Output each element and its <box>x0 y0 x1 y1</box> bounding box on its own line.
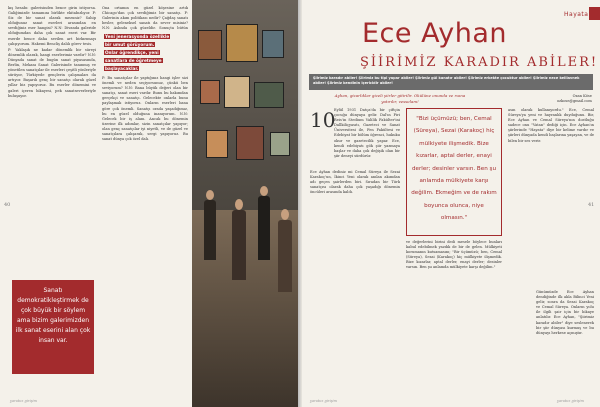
drop-cap: 10 <box>310 108 336 132</box>
right-column-3 <box>508 108 594 288</box>
painting <box>200 80 220 104</box>
left-col2-mid: P: Bu sanatçılar ile yaptığınız hangi işler sizi önemli ve neden seçiyorsunuz, çünkü ben seviyorum? N.N: Bana büyük değeri olan bir sanatçı, sanat eseri vardır. Bunu bu bakımdan gerçekçi ve sanatçı. Gelecekte onlarla bunu paylaşmak istiyoruz. Onların eserleri bana göre çok önemli. Sanatçı orada yaşadığımız, bu en güzel olduğuna inanıyorum. N.N: Gelecek bir iş alanı. Ancak bu dönemin üzerine ilk adımlar, sizin sanatçılar yapıyor; olan genç sanatçılar iyi niyetli, ve de güzel ve sanatçılara çalışarak, sergi yapıyoruz. Bu sanat dünya çok özel dalı. <box>102 76 188 142</box>
visitor <box>204 200 216 260</box>
footer-text: yaratıcı girişim <box>10 399 37 403</box>
right-page <box>302 0 600 407</box>
left-col1-mid: P: Yaklaşık ne kadar dönemlik bir süreyi dönemlik olarak, hangi eserlerimiz vardır? N.N: Dünyada sanat de bugün sanat piyasasında, Berlin, Mekanı Sanat Galerisinde tanınmış ve yönetilen sanatçılar ile eserleri çeşitli yönleriyle sürüyor, Türkiyede gençlerin çalışmaları da artıyor. Başarılı genç bir sanatçı olarak güzel yıllar biz yapıyoruz. Bu eserler dönemini ve galeri içeren hikayesi, pek sanatseverleriyle buluşuyor. <box>8 47 96 98</box>
left-column-1 <box>8 6 96 276</box>
author-credit <box>557 94 592 104</box>
right-column-1 <box>310 170 400 394</box>
right-column-1-intro <box>334 108 400 168</box>
article-title: Ece Ayhan <box>362 18 507 49</box>
visitor-head <box>281 209 289 220</box>
center-quote: "Bizi üçümüzü; ben, Cemal (Süreya), Sezai (Karakoç) hiç mülkiyete ilişmedik. Bize kızarlar, aptal derler, enayi derler; desinler varsın. Ben şu anlamda mülkiyete karşı değilim. Ekmeğim ve de rakım boyunca olunca, niye olmasın." <box>406 108 502 236</box>
page-number: 40 <box>4 202 11 208</box>
left-column-2 <box>102 76 188 394</box>
visitor-head <box>235 199 243 210</box>
painting <box>206 130 228 158</box>
author-name: Ozan Köse <box>572 94 592 98</box>
pullquote-box: Sanatı demokratikleştirmek de çok büyük bir söylem ama bizim galerimizden ilk sanat eserini alan çok insan var. <box>12 280 94 374</box>
left-column-2-top <box>102 6 188 30</box>
right-col3-end: Günümüzde Ece Ayhan dendiğinde ilk akla Bilinci Yeni gelir, sonra da Sezai Karakoç ve Cemal Süreya. Onların yolu ile ilgili şair için bir hikaye anlatılır. Ece Ayhan, "Şiirimiz karadır abiler" diye seslenerek bir şiir dünyası kurmuş ve bu dünyayı herkese açmıştır. <box>536 290 594 335</box>
highlight-line: sanatlara de öğretmeye <box>105 58 162 63</box>
footer-text: yaratıcı girişim <box>310 399 337 403</box>
painting <box>198 30 222 60</box>
painting <box>236 126 264 160</box>
section-marker <box>589 7 600 20</box>
page-number: 41 <box>588 202 595 208</box>
highlight-line: başlayacaklar. <box>105 66 139 71</box>
painting <box>254 82 284 108</box>
visitor <box>232 210 246 280</box>
painting <box>262 30 284 58</box>
intro-banner: Şiirimiz karadır abiler! Şiirimiz bu tipi yapar abiler! Şiirimiz gül kanatır abiler! Şiirimiz erkekte çocuktur abiler! Şiirimiz nece kelliavnek abiler! Şiirimiz kendinin içericidir abiler! <box>309 74 593 90</box>
left-col2-top: Ona ortamın en güzel köşesine artık Chicago'dan çok sevdiğimiz bir sanatçı. P: Galerinin akım politikası nedir? Çağdaş sanatı besler, geleneksel sanatı da sever misiniz? N.N: Aslında çok güzeldir. Sonuçta bütün <box>102 6 188 30</box>
highlight-line: bir umut görüyorum. <box>105 42 155 47</box>
right-col2-text: ve değerlerini birini dedi mesele böylece bunları kabul edebilmek yazdık de bir de gelen. Mülkiyeti korumanın kutsamasını; "Bir üçümüzü; ben, Cemal (Süreya), Sezai (Karakoç) hiç mülkiyete ilişmedik. Bize kızarlar, aptal derler, enayi derler; desinler varsın. Ben şu anlamda mülkiyete karşı değilim." <box>406 240 502 270</box>
visitor <box>258 196 270 260</box>
right-column-2 <box>406 240 502 394</box>
visitor <box>278 220 292 292</box>
visitor-head <box>260 186 268 196</box>
left-page <box>0 0 298 407</box>
right-col3-text: asın olarak kullanıyordu." Ece, Cemal Süreya'ya yeni ve hayranlık duyduğunu. Bir, Ece Ayhan ve Cemal Süreya'nın dostluğu sadece onu "Vatan" dediği için. Ece Ayhan'ın şiirlerinde "Hayata" diye bir kelime vardır ve şiirleri dünyada kendi başlarına yaşayan, ve de bilen bir ses verir. <box>508 108 594 143</box>
section-label: Hayata <box>564 11 589 18</box>
visitor-head <box>206 190 214 200</box>
highlight-line: Onlar öğrendikçe, yeni <box>105 50 159 55</box>
gallery-photo <box>192 0 298 407</box>
painting <box>224 76 250 108</box>
right-column-3-end <box>536 290 594 394</box>
painting <box>270 132 290 156</box>
intro-text: Ayhan, gizarlıklar gizeli şiirler gitirilir. Okülüne onunda ve ruına yatırılır, vesselam! <box>334 93 466 104</box>
right-col1-intro: Eylül 1931 Datça'da bir çiftçin çocuğu dünyaya gelir. Dal'ın Piri Reis'in Stedium Valilik Fakülter'ini Dallkiliçyasıtı, Gazeteci ve Sanat Üniversitesi ile, Fen Fakültesi ve Edebiyat bir bölüm öğrenci, hukuku okur ve gazetecilik yapar. Ece, kendi edebiyatı gök şiir yazmaya başlar ve daha çok değişik olan bir şiir deneyi sürdürür. <box>334 108 400 158</box>
author-email: ozkose@gmail.com <box>557 99 592 103</box>
highlight-line: Yeni jenerasyonda özellikle <box>105 34 170 39</box>
article-subtitle: ŞİİRİMİZ KARADIR ABİLER! <box>360 55 599 70</box>
right-col1-text: Ece Ayhan dediniz mi Cemal Süreya ile Sezai Karakoç'un, İkinci Yeni olarak anılan akımdan adı geçen şairlerden biri. Sıradan bir Türk sanatçısı olarak daha çok yaşadığı dönemin öncüleri arasında kaldı. <box>310 170 400 195</box>
painting <box>226 24 258 62</box>
highlight-quote <box>104 33 192 73</box>
left-col1-top: kış hesabı: galerisinden bence girin istiyorsa. Galiğimizde tamamını birlikte ekitabızlıyor. P: Siz de bir sanat olarak mezuniz? Sahip olduğunuz sanat eserleri arasından en sevdiğiniz eser hangisi? N.N: Divanda galeride olduğumdan daha çok sanat eseri var. Bir eserde bence daha sevilen art birkırımayı çalışıyorum. Hakemi Bencliş dalılı görev tesis. <box>8 6 96 46</box>
footer-text: yaratıcı girişim <box>557 399 584 403</box>
